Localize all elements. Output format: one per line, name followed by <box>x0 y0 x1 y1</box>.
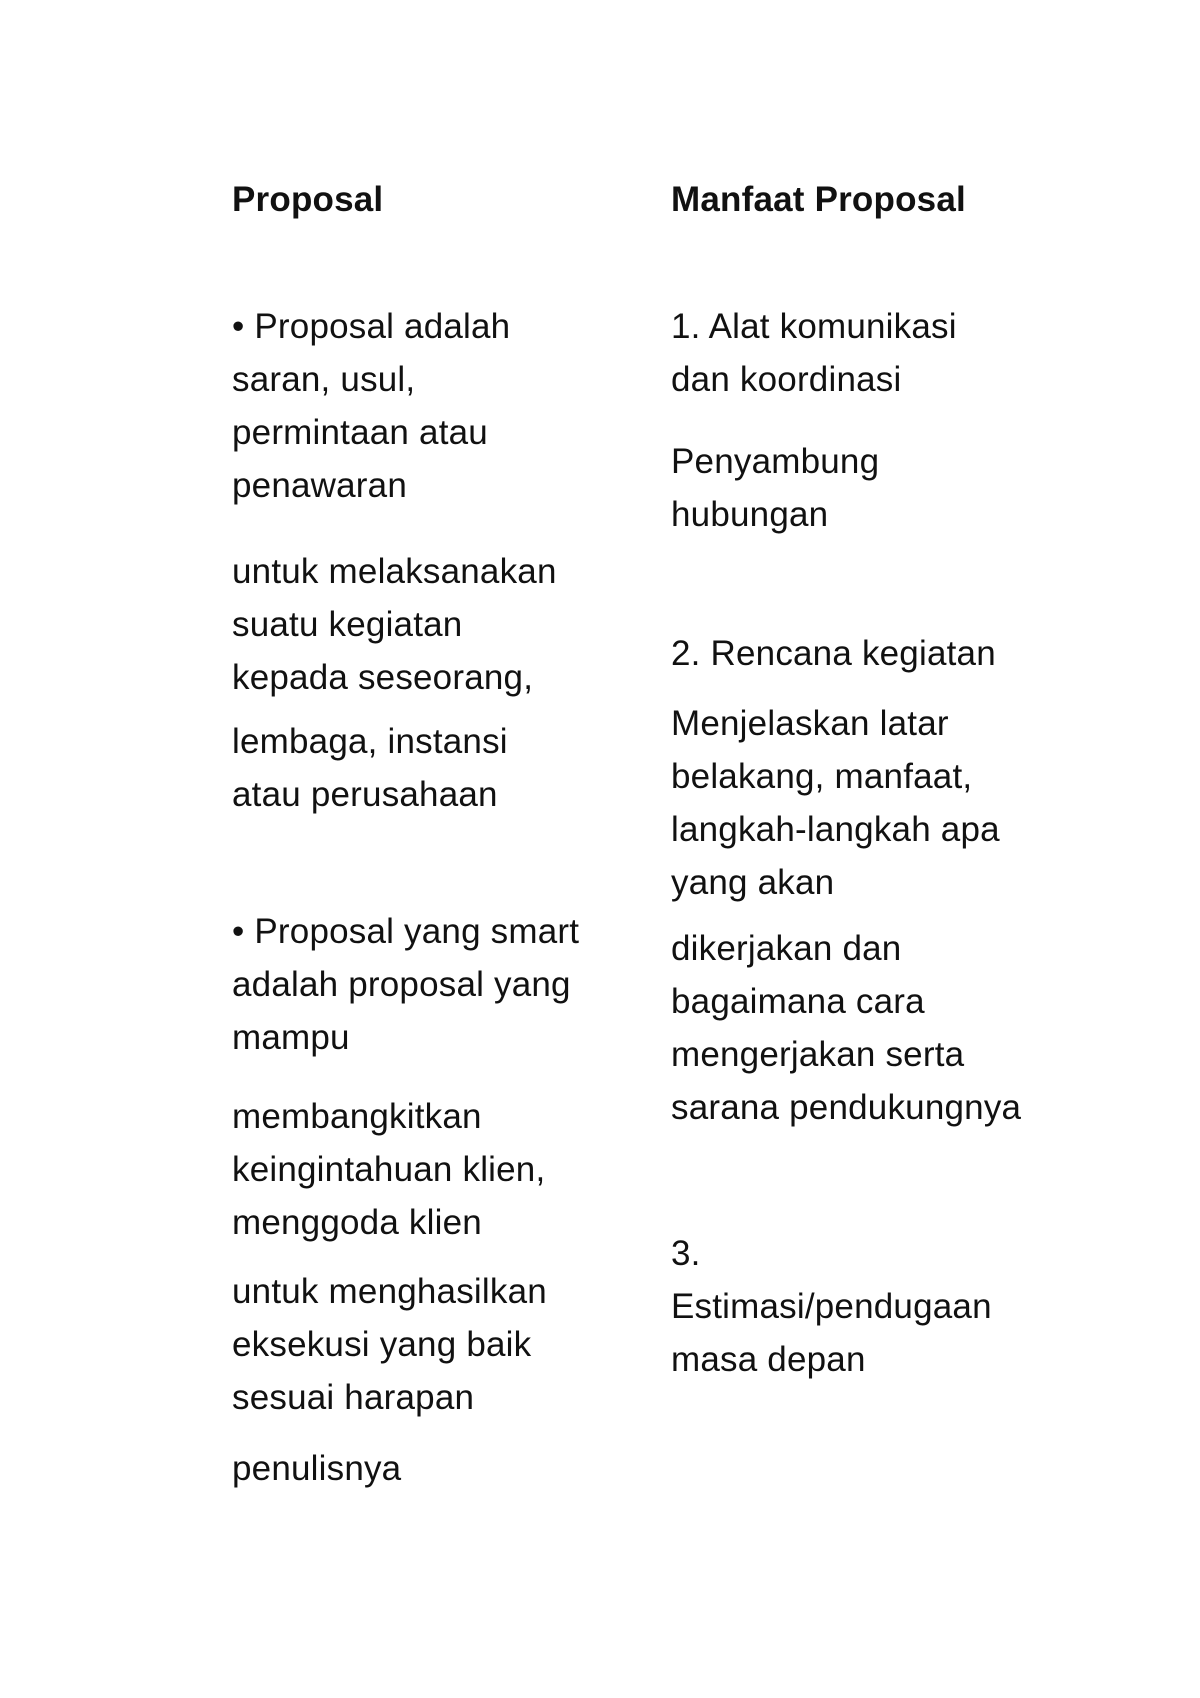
benefit-paragraph: 1. Alat komunikasi dan koordinasi <box>671 307 957 399</box>
definition-paragraph: untuk melaksanakan suatu kegiatan kepada seseorang, <box>232 552 557 697</box>
benefit-paragraph: Menjelaskan latar belakang, manfaat, langkah-langkah apa yang akan <box>671 704 1000 902</box>
benefit-paragraph: dikerjakan dan bagaimana cara mengerjakan serta sarana pendukungnya <box>671 929 1022 1127</box>
benefit-paragraph: 3. Estimasi/pendugaan masa depan <box>671 1234 992 1379</box>
benefit-paragraph: 2. Rencana kegiatan <box>671 634 996 673</box>
smart-proposal-paragraph: untuk menghasilkan eksekusi yang baik sesuai harapan <box>232 1272 547 1417</box>
smart-proposal-paragraph: • Proposal yang smart adalah proposal yang mampu <box>232 912 580 1057</box>
benefit-paragraph: Penyambung hubungan <box>671 442 880 534</box>
right-heading: Manfaat Proposal <box>671 180 966 219</box>
definition-paragraph: lembaga, instansi atau perusahaan <box>232 722 508 814</box>
definition-paragraph: • Proposal adalah saran, usul, permintaan atau penawaran <box>232 307 511 505</box>
smart-proposal-paragraph: penulisnya <box>232 1449 402 1488</box>
smart-proposal-paragraph: membangkitkan keingintahuan klien, menggoda klien <box>232 1097 546 1242</box>
left-heading: Proposal <box>232 180 384 219</box>
